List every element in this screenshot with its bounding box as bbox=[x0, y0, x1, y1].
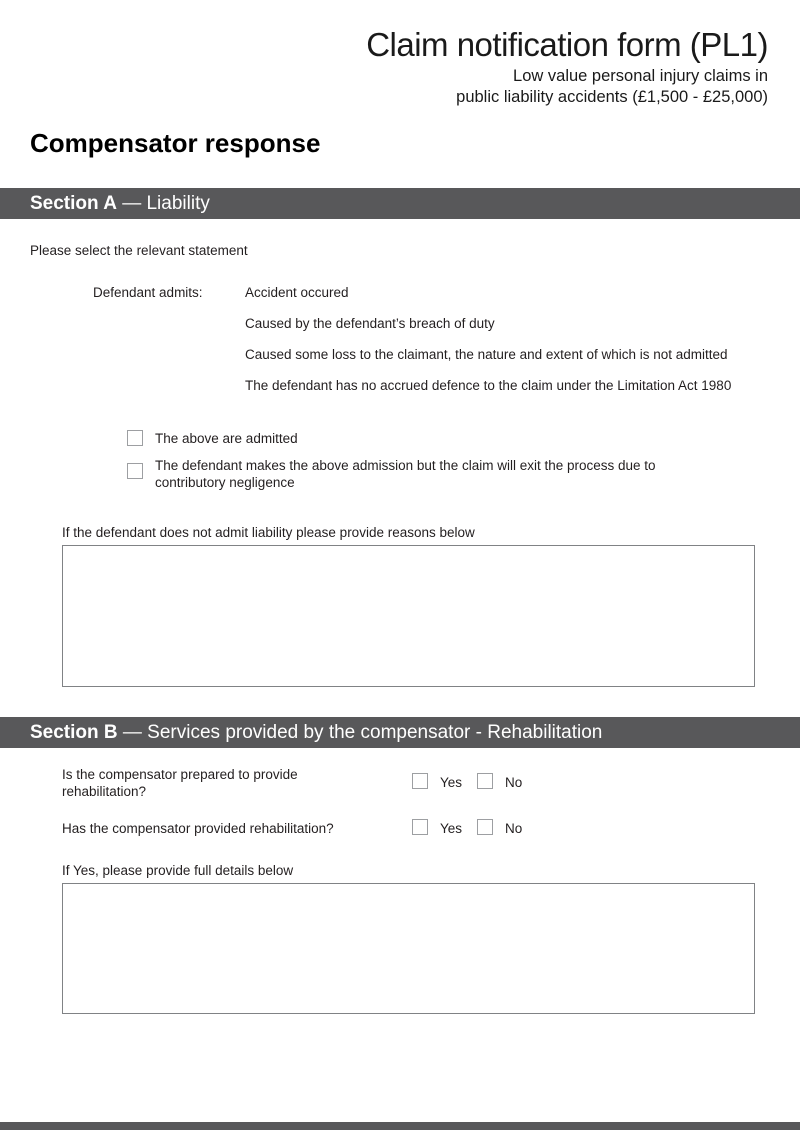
form-title: Claim notification form (PL1) bbox=[366, 26, 768, 63]
checkbox-above-admitted-label: The above are admitted bbox=[155, 431, 298, 446]
checkbox-prepared-rehab-yes[interactable] bbox=[412, 773, 428, 789]
section-b-banner bbox=[0, 717, 800, 748]
section-b-title: — Services provided by the compensator - Rehabilitation bbox=[117, 722, 603, 743]
checkbox-provided-rehab-no[interactable] bbox=[477, 819, 493, 835]
checkbox-prepared-rehab-no[interactable] bbox=[477, 773, 493, 789]
admission-item-accident: Accident occured bbox=[245, 285, 349, 300]
rehab-details-label: If Yes, please provide full details below bbox=[62, 863, 294, 878]
question-provided-rehabilitation: Has the compensator provided rehabilitation? bbox=[62, 821, 334, 836]
page-title: Compensator response bbox=[30, 128, 321, 158]
liability-reasons-textarea[interactable] bbox=[62, 545, 755, 687]
checkbox-contributory-negligence[interactable] bbox=[127, 463, 143, 479]
liability-reasons-label: If the defendant does not admit liability please provide reasons below bbox=[62, 525, 475, 540]
checkbox-provided-rehab-yes[interactable] bbox=[412, 819, 428, 835]
form-subtitle bbox=[456, 66, 768, 108]
section-a-banner bbox=[0, 188, 800, 219]
prepared-rehab-yes-label: Yes bbox=[440, 775, 463, 790]
prepared-rehab-no-label: No bbox=[505, 775, 523, 790]
section-a-title: — Liability bbox=[116, 193, 210, 214]
admission-item-breach: Caused by the defendant’s breach of duty bbox=[245, 316, 495, 331]
form-subtitle-line1: Low value personal injury claims in bbox=[513, 67, 768, 85]
question-prepared-rehabilitation: Is the compensator prepared to provide rehabilitation? bbox=[62, 767, 298, 799]
admission-item-limitation: The defendant has no accrued defence to the claim under the Limitation Act 1980 bbox=[245, 378, 732, 393]
checkbox-contributory-negligence-label: The defendant makes the above admission but the claim will exit the process due to contributory negligence bbox=[155, 458, 656, 490]
checkbox-above-admitted[interactable] bbox=[127, 430, 143, 446]
provided-rehab-no-label: No bbox=[505, 821, 523, 836]
select-statement-instruction: Please select the relevant statement bbox=[30, 243, 248, 258]
form-subtitle-line2: public liability accidents (£1,500 - £25,000) bbox=[456, 88, 768, 106]
admission-list bbox=[245, 277, 731, 401]
defendant-admits-label: Defendant admits: bbox=[93, 285, 203, 300]
provided-rehab-yes-label: Yes bbox=[440, 821, 463, 836]
rehab-details-textarea[interactable] bbox=[62, 883, 755, 1014]
section-a-label: Section A bbox=[30, 193, 117, 214]
section-b-label: Section B bbox=[30, 722, 118, 743]
next-section-banner-partial bbox=[0, 1122, 800, 1130]
admission-item-loss: Caused some loss to the claimant, the nature and extent of which is not admitted bbox=[245, 347, 728, 362]
